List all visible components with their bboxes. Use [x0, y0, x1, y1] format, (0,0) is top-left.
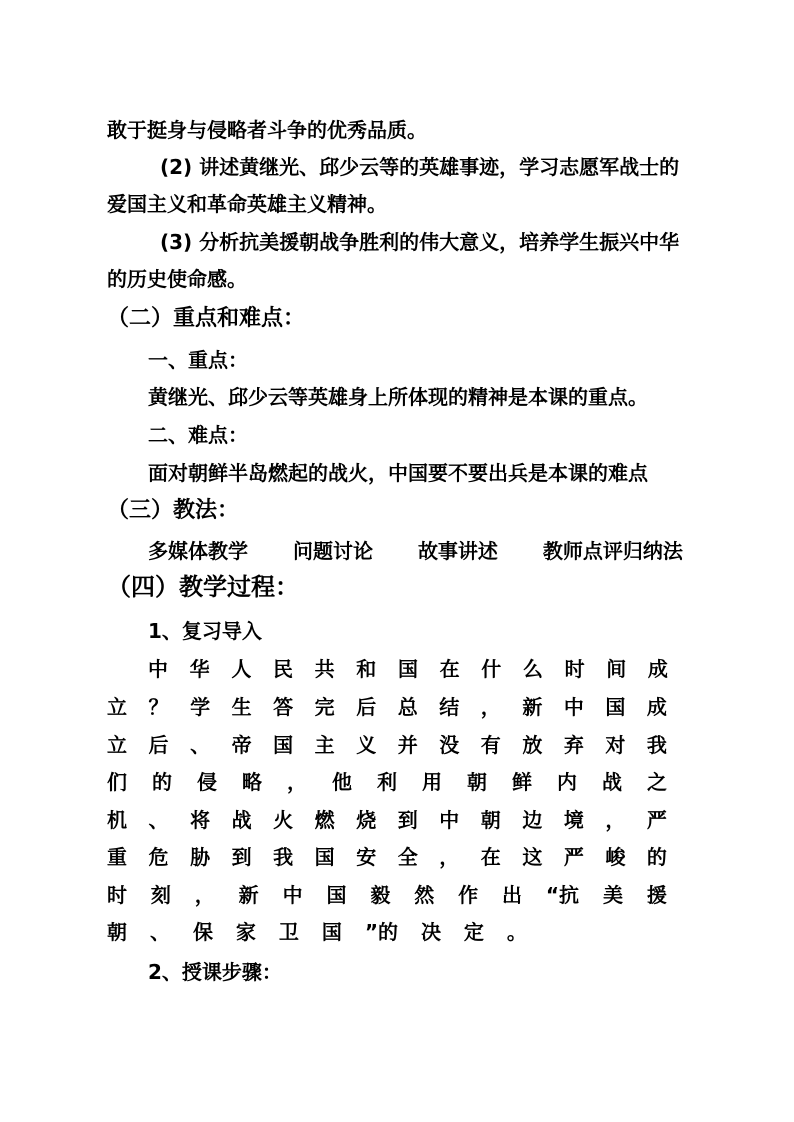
review-line	[107, 806, 667, 834]
key-point-label: 一、重点：	[148, 348, 248, 372]
review-char: ，	[480, 695, 501, 719]
review-char: 用	[422, 770, 442, 794]
method-teacher-summary: 教师点评归纳法	[542, 539, 683, 563]
review-char: 我	[273, 845, 294, 869]
review-char: 的	[646, 845, 667, 869]
review-char: 立	[107, 733, 127, 757]
review-char: 国	[397, 657, 418, 681]
review-char: 将	[190, 808, 211, 832]
review-line	[107, 918, 527, 946]
method-multimedia: 多媒体教学	[148, 539, 248, 563]
review-char: 么	[522, 657, 543, 681]
review-char: 然	[414, 883, 435, 907]
review-char: 保	[192, 920, 213, 944]
review-char: 境	[563, 808, 584, 832]
review-char: 华	[189, 657, 210, 681]
review-char: 在	[439, 657, 460, 681]
review-char: 间	[606, 657, 627, 681]
review-char: 共	[314, 657, 335, 681]
review-char: ”的	[364, 920, 398, 944]
review-char: 国	[326, 883, 347, 907]
difficulty-label: 二、难点：	[148, 423, 248, 447]
teaching-methods	[148, 537, 721, 565]
review-char: 严	[563, 845, 584, 869]
review-line	[107, 843, 667, 871]
review-char: 卫	[278, 920, 299, 944]
review-char: 。	[506, 920, 527, 944]
review-char: 结	[439, 695, 460, 719]
review-line	[148, 655, 668, 683]
review-char: 立	[107, 695, 127, 719]
review-char: 这	[522, 845, 543, 869]
review-char: 侵	[197, 770, 217, 794]
review-char: 和	[356, 657, 377, 681]
review-char: 边	[522, 808, 543, 832]
review-char: 之	[647, 770, 667, 794]
objective-item-3-line-1: (3) 分析抗美援朝战争胜利的伟大意义，培养学生振兴中华	[160, 230, 680, 254]
review-char: 战	[231, 808, 252, 832]
review-char: 有	[480, 733, 501, 757]
review-char: 国	[314, 845, 335, 869]
section-2-heading: （二）重点和难点：	[107, 306, 306, 331]
review-char: 定	[463, 920, 484, 944]
objective-item-3-line-2: 的历史使命感。	[107, 267, 247, 291]
review-char: 峻	[605, 845, 626, 869]
review-char: 国	[321, 920, 342, 944]
review-char: 总	[397, 695, 418, 719]
review-char: 全	[397, 845, 418, 869]
review-line	[107, 768, 667, 796]
review-line	[107, 693, 667, 721]
review-char: ，	[287, 770, 307, 794]
objective-item-2-line-1: (2) 讲述黄继光、邱少云等的英雄事迹，学习志愿军战士的	[160, 155, 680, 179]
review-char: 决	[420, 920, 441, 944]
review-char: 主	[314, 733, 335, 757]
review-char: 弃	[563, 733, 584, 757]
review-char: ？	[148, 695, 169, 719]
review-char: ，	[194, 883, 215, 907]
review-char: 没	[439, 733, 460, 757]
review-char: 新	[522, 695, 543, 719]
step-1-label: 1、复习导入	[148, 619, 262, 643]
review-char: 危	[148, 845, 169, 869]
review-char: 时	[107, 883, 127, 907]
review-char: 美	[602, 883, 623, 907]
review-char: 到	[231, 845, 252, 869]
review-char: 后	[356, 695, 377, 719]
review-char: 新	[238, 883, 259, 907]
review-char: 朝	[480, 808, 501, 832]
review-char: 、	[148, 808, 169, 832]
review-char: 学	[190, 695, 211, 719]
review-char: ，	[439, 845, 460, 869]
section-3-heading: （三）教法：	[107, 498, 240, 523]
review-char: 成	[647, 657, 668, 681]
review-char: 鲜	[512, 770, 532, 794]
review-char: 出	[502, 883, 523, 907]
review-char: 重	[107, 845, 127, 869]
review-char: 援	[646, 883, 667, 907]
review-char: 生	[231, 695, 252, 719]
review-char: 中	[439, 808, 460, 832]
review-char: 他	[332, 770, 352, 794]
review-char: 机	[107, 808, 127, 832]
review-char: 的	[152, 770, 172, 794]
review-char: “抗	[545, 883, 580, 907]
key-point-text: 黄继光、邱少云等英雄身上所体现的精神是本课的重点。	[148, 385, 648, 409]
review-char: 毅	[370, 883, 391, 907]
review-char: 对	[605, 733, 626, 757]
review-char: 国	[273, 733, 294, 757]
review-char: 答	[273, 695, 294, 719]
review-char: 家	[235, 920, 256, 944]
review-char: 朝	[107, 920, 127, 944]
review-char: 并	[397, 733, 418, 757]
review-char: 刻	[150, 883, 171, 907]
objective-line-1: 敢于挺身与侵略者斗争的优秀品质。	[107, 118, 427, 142]
section-4-heading: （四）教学过程：	[107, 573, 299, 601]
review-line	[107, 881, 667, 909]
review-char: 略	[242, 770, 262, 794]
review-char: 在	[480, 845, 501, 869]
review-char: 中	[148, 657, 168, 681]
review-char: 烧	[356, 808, 377, 832]
review-char: 到	[397, 808, 418, 832]
method-storytelling: 故事讲述	[417, 539, 498, 563]
review-char: 放	[522, 733, 543, 757]
method-discussion: 问题讨论	[292, 539, 373, 563]
review-char: 国	[605, 695, 626, 719]
review-char: ，	[605, 808, 626, 832]
review-char: 民	[272, 657, 293, 681]
review-char: 安	[356, 845, 377, 869]
review-char: 时	[564, 657, 585, 681]
review-char: 、	[149, 920, 170, 944]
review-char: 严	[646, 808, 667, 832]
review-char: 中	[563, 695, 584, 719]
review-char: 燃	[314, 808, 335, 832]
review-char: 我	[646, 733, 667, 757]
review-char: 帝	[231, 733, 252, 757]
objective-item-2-line-2: 爱国主义和革命英雄主义精神。	[107, 192, 387, 216]
review-char: 战	[602, 770, 622, 794]
review-char: 成	[646, 695, 667, 719]
difficulty-text: 面对朝鲜半岛燃起的战火，中国要不要出兵是本课的难点	[148, 461, 648, 485]
review-char: 什	[481, 657, 502, 681]
review-char: 作	[458, 883, 479, 907]
review-char: 中	[282, 883, 303, 907]
review-char: 利	[377, 770, 397, 794]
review-char: 胁	[190, 845, 211, 869]
review-char: 朝	[467, 770, 487, 794]
review-char: 们	[107, 770, 127, 794]
review-char: 人	[231, 657, 252, 681]
review-char: 后	[148, 733, 169, 757]
review-char: 、	[190, 733, 211, 757]
review-line	[107, 731, 667, 759]
review-char: 内	[557, 770, 577, 794]
review-char: 火	[273, 808, 294, 832]
step-2-label: 2、授课步骤：	[148, 960, 282, 984]
review-char: 完	[314, 695, 335, 719]
review-char: 义	[356, 733, 377, 757]
